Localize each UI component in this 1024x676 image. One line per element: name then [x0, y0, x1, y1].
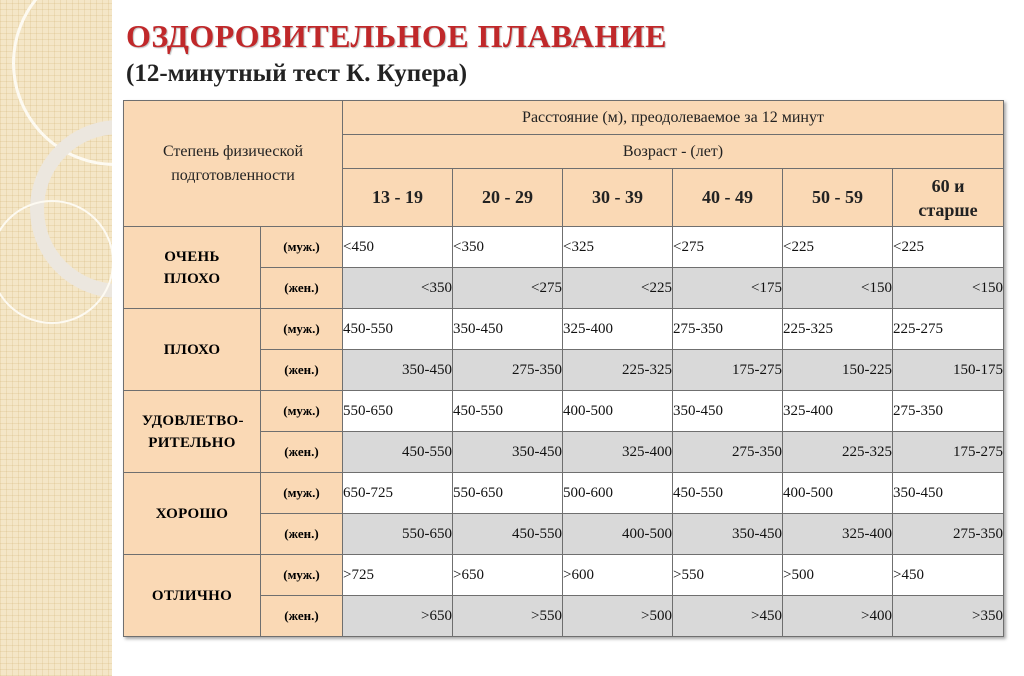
female-label: (жен.): [261, 432, 343, 473]
female-distance-cell: 225-325: [783, 432, 893, 473]
male-distance-cell: 275-350: [893, 391, 1004, 432]
female-distance-cell: 350-450: [453, 432, 563, 473]
fitness-level-label: [124, 227, 261, 309]
male-label: (муж.): [261, 227, 343, 268]
female-distance-cell: <175: [673, 268, 783, 309]
male-distance-cell: 350-450: [453, 309, 563, 350]
female-distance-cell: 550-650: [343, 514, 453, 555]
age-group-header: 40 - 49: [673, 169, 783, 227]
male-distance-cell: 225-325: [783, 309, 893, 350]
female-distance-cell: 325-400: [563, 432, 673, 473]
female-distance-cell: 175-275: [673, 350, 783, 391]
male-distance-cell: 500-600: [563, 473, 673, 514]
male-distance-cell: >600: [563, 555, 673, 596]
female-distance-cell: <350: [343, 268, 453, 309]
female-distance-cell: 275-350: [453, 350, 563, 391]
female-distance-cell: 275-350: [673, 432, 783, 473]
male-distance-cell: 450-550: [343, 309, 453, 350]
male-distance-cell: 450-550: [673, 473, 783, 514]
male-distance-cell: 400-500: [563, 391, 673, 432]
fitness-level-text: УДОВЛЕТВО-РИТЕЛЬНО: [142, 412, 244, 451]
male-distance-cell: >725: [343, 555, 453, 596]
male-distance-cell: 350-450: [673, 391, 783, 432]
female-distance-cell: >550: [453, 596, 563, 637]
male-distance-cell: 550-650: [453, 473, 563, 514]
fitness-level-text: ПЛОХО: [163, 341, 221, 358]
fitness-level-text: ХОРОШО: [155, 505, 229, 522]
female-label: (жен.): [261, 350, 343, 391]
female-distance-cell: 175-275: [893, 432, 1004, 473]
female-distance-cell: >450: [673, 596, 783, 637]
male-distance-cell: <225: [893, 227, 1004, 268]
female-distance-cell: 450-550: [453, 514, 563, 555]
male-distance-cell: <275: [673, 227, 783, 268]
age-group-header: 20 - 29: [453, 169, 563, 227]
male-label: (муж.): [261, 555, 343, 596]
fitness-level-label: [124, 473, 261, 555]
female-distance-cell: 275-350: [893, 514, 1004, 555]
female-distance-cell: >400: [783, 596, 893, 637]
level-column-header: [124, 101, 343, 227]
male-distance-cell: <350: [453, 227, 563, 268]
fitness-level-label: [124, 391, 261, 473]
female-distance-cell: >500: [563, 596, 673, 637]
female-distance-cell: 400-500: [563, 514, 673, 555]
female-label: (жен.): [261, 514, 343, 555]
female-distance-cell: <150: [893, 268, 1004, 309]
male-distance-cell: >450: [893, 555, 1004, 596]
female-distance-cell: 350-450: [673, 514, 783, 555]
female-distance-cell: 325-400: [783, 514, 893, 555]
female-distance-cell: <275: [453, 268, 563, 309]
female-distance-cell: 350-450: [343, 350, 453, 391]
female-distance-cell: 225-325: [563, 350, 673, 391]
male-distance-cell: <325: [563, 227, 673, 268]
page-title: ОЗДОРОВИТЕЛЬНОЕ ПЛАВАНИЕ: [126, 18, 668, 54]
fitness-level-label: [124, 309, 261, 391]
male-distance-cell: 350-450: [893, 473, 1004, 514]
female-label: (жен.): [261, 596, 343, 637]
female-distance-cell: >650: [343, 596, 453, 637]
male-distance-cell: <225: [783, 227, 893, 268]
male-distance-cell: 550-650: [343, 391, 453, 432]
male-distance-cell: <450: [343, 227, 453, 268]
age-group-header: 13 - 19: [343, 169, 453, 227]
page-subtitle: (12-минутный тест К. Купера): [126, 60, 468, 87]
cooper-test-table: [123, 100, 1004, 637]
fitness-level-text: ОЧЕНЬ ПЛОХО: [163, 248, 221, 287]
male-distance-cell: 450-550: [453, 391, 563, 432]
male-distance-cell: 325-400: [563, 309, 673, 350]
male-label: (муж.): [261, 309, 343, 350]
female-distance-cell: <150: [783, 268, 893, 309]
age-group-header: 50 - 59: [783, 169, 893, 227]
male-distance-cell: 275-350: [673, 309, 783, 350]
female-distance-cell: <225: [563, 268, 673, 309]
female-distance-cell: 150-175: [893, 350, 1004, 391]
distance-header: Расстояние (м), преодолеваемое за 12 минут: [343, 101, 1004, 135]
male-distance-cell: >500: [783, 555, 893, 596]
fitness-level-label: [124, 555, 261, 637]
female-distance-cell: 450-550: [343, 432, 453, 473]
male-distance-cell: 325-400: [783, 391, 893, 432]
fitness-level-text: ОТЛИЧНО: [151, 587, 233, 604]
age-group-header: 30 - 39: [563, 169, 673, 227]
male-distance-cell: >650: [453, 555, 563, 596]
male-distance-cell: 400-500: [783, 473, 893, 514]
female-distance-cell: >350: [893, 596, 1004, 637]
male-distance-cell: 650-725: [343, 473, 453, 514]
female-distance-cell: 150-225: [783, 350, 893, 391]
level-header-text: Степень физической подготовленности: [162, 142, 304, 184]
male-label: (муж.): [261, 391, 343, 432]
female-label: (жен.): [261, 268, 343, 309]
male-label: (муж.): [261, 473, 343, 514]
decorative-ring: [0, 200, 114, 324]
male-distance-cell: 225-275: [893, 309, 1004, 350]
decorative-side-panel: [0, 0, 112, 676]
male-distance-cell: >550: [673, 555, 783, 596]
age-header: Возраст - (лет): [343, 135, 1004, 169]
age-group-header: 60 и старше: [893, 169, 1004, 227]
